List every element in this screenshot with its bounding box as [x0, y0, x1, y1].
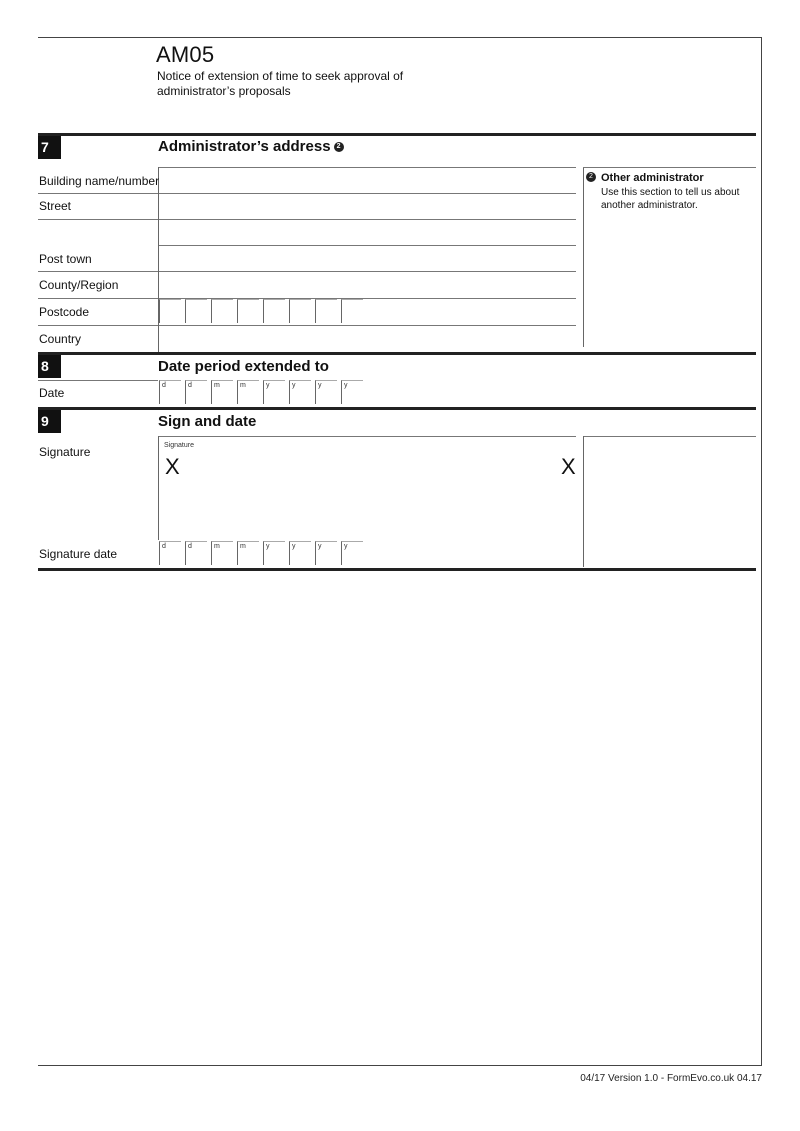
box-hint: y	[266, 382, 270, 389]
note-2-marker: 2	[334, 142, 344, 152]
field-divider	[158, 167, 159, 352]
postcode-box[interactable]	[237, 299, 259, 323]
postcode-box[interactable]	[211, 299, 233, 323]
section-7-title-text: Administrator’s address	[158, 138, 331, 155]
box-hint: y	[292, 382, 296, 389]
box-hint: m	[240, 543, 246, 550]
section-8-number: 8	[38, 355, 61, 378]
signature-area[interactable]	[160, 437, 580, 539]
postcode-box[interactable]	[289, 299, 311, 323]
label-date: Date	[39, 386, 65, 400]
section-end-rule	[38, 568, 756, 571]
signature-x-right: X	[561, 454, 576, 479]
date-box-year[interactable]	[341, 380, 363, 404]
section-9-rule	[38, 407, 756, 410]
sig-date-box-year[interactable]	[289, 541, 311, 565]
date-box-day[interactable]	[185, 380, 207, 404]
note-column-rule	[583, 436, 756, 437]
label-county: County/Region	[39, 278, 119, 292]
box-hint: y	[318, 543, 322, 550]
date-box-year[interactable]	[289, 380, 311, 404]
footer-version: 04/17 Version 1.0 - FormEvo.co.uk 04.17	[580, 1073, 762, 1084]
box-hint: y	[344, 543, 348, 550]
box-hint: d	[188, 382, 192, 389]
page-frame-bottom	[38, 1065, 762, 1066]
sig-date-box-month[interactable]	[211, 541, 233, 565]
page-frame-right	[761, 37, 762, 1065]
note-text: Use this section to tell us about another administrator.	[601, 187, 740, 211]
box-hint: m	[240, 382, 246, 389]
date-box-year[interactable]	[315, 380, 337, 404]
page-frame-top	[38, 37, 762, 38]
label-postcode: Postcode	[39, 305, 90, 319]
section-9-title: Sign and date	[158, 413, 257, 430]
signature-box-label: Signature	[164, 442, 194, 449]
sig-date-box-year[interactable]	[315, 541, 337, 565]
signature-x-left: X	[165, 454, 180, 479]
sig-date-box-day[interactable]	[159, 541, 181, 565]
box-hint: m	[214, 382, 220, 389]
county-input[interactable]	[160, 272, 574, 297]
sig-date-box-year[interactable]	[341, 541, 363, 565]
country-input[interactable]	[160, 326, 574, 350]
label-street: Street	[39, 199, 72, 213]
box-hint: y	[318, 382, 322, 389]
box-hint: m	[214, 543, 220, 550]
date-box-day[interactable]	[159, 380, 181, 404]
form-subtitle: Notice of extension of time to seek approval of administrator’s proposals	[157, 69, 404, 98]
signature-left-border	[158, 436, 159, 540]
postcode-box[interactable]	[315, 299, 337, 323]
sig-date-box-month[interactable]	[237, 541, 259, 565]
section-7-number: 7	[38, 136, 61, 159]
sig-date-box-day[interactable]	[185, 541, 207, 565]
box-hint: d	[162, 543, 166, 550]
section-8-rule	[38, 352, 756, 355]
section-8-title: Date period extended to	[158, 358, 329, 375]
postcode-box[interactable]	[263, 299, 285, 323]
label-country: Country	[39, 332, 82, 346]
note-title: Other administrator	[601, 172, 704, 184]
note-2-bullet: 2	[586, 172, 596, 182]
box-hint: y	[266, 543, 270, 550]
postcode-box[interactable]	[185, 299, 207, 323]
section-7-rule	[38, 133, 756, 136]
post-town-input[interactable]	[160, 246, 574, 270]
label-signature: Signature	[39, 445, 91, 459]
date-box-month[interactable]	[237, 380, 259, 404]
date-box-month[interactable]	[211, 380, 233, 404]
note-column-rule	[583, 167, 756, 168]
street-input[interactable]	[160, 194, 574, 218]
street-line-2-input[interactable]	[160, 220, 574, 244]
note-column-divider	[583, 167, 584, 347]
box-hint: d	[188, 543, 192, 550]
form-code: AM05	[156, 42, 215, 67]
postcode-box[interactable]	[159, 299, 181, 323]
postcode-box[interactable]	[341, 299, 363, 323]
box-hint: d	[162, 382, 166, 389]
building-input[interactable]	[160, 168, 574, 192]
box-hint: y	[292, 543, 296, 550]
date-box-year[interactable]	[263, 380, 285, 404]
section-7-title	[158, 138, 344, 155]
box-hint: y	[344, 382, 348, 389]
section-9-number: 9	[38, 410, 61, 433]
label-post-town: Post town	[39, 252, 92, 266]
label-building: Building name/number	[39, 174, 160, 188]
sig-date-box-year[interactable]	[263, 541, 285, 565]
field-rule	[38, 380, 158, 381]
label-signature-date: Signature date	[39, 547, 118, 561]
note-column-divider	[583, 436, 584, 567]
